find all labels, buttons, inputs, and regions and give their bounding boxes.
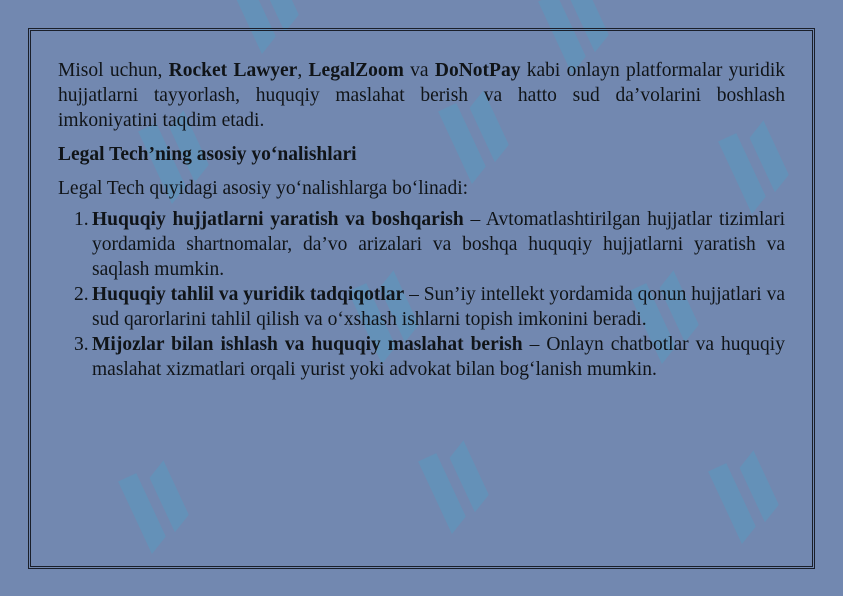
intro-paragraph: Legal Tech quyidagi asosiy yo‘nalishlarga bo‘linadi: xyxy=(58,178,469,199)
list-number: 2. xyxy=(74,284,89,305)
bold-donotpay: DoNotPay xyxy=(434,60,521,81)
bold-legalzoom: LegalZoom xyxy=(308,60,404,81)
list-item-text: – Onlayn chatbotlar va huquqiy maslahat xizmatlari orqali yurist yoki advokat bilan bog‘lanish mumkin. xyxy=(92,334,785,380)
bold-rocket-lawyer: Rocket Lawyer xyxy=(168,60,298,81)
text-span: , xyxy=(297,60,309,81)
list-number: 3. xyxy=(74,334,89,355)
list-item-text: – Avtomatlashtirilgan hujjatlar tizimlari yordamida shartnomalar, da’vo arizalari va boshqa huquqiy hujjatlarni yaratish va saqlash mumkin. xyxy=(92,209,785,280)
document-body xyxy=(58,58,785,382)
section-heading: Legal Tech’ning asosiy yo‘nalishlari xyxy=(58,144,357,165)
text-span: Misol uchun, xyxy=(58,60,169,81)
text-span: va xyxy=(403,60,435,81)
list-item-title: Huquqiy tahlil va yuridik tadqiqotlar xyxy=(92,284,405,305)
list-item-text: – Sun’iy intellekt yordamida qonun hujjatlari va sud qarorlarini tahlil qilish va o‘xshash ishlarni topish imkonini beradi. xyxy=(92,284,785,330)
list-number: 1. xyxy=(74,209,89,230)
list-item xyxy=(58,332,785,382)
paragraph-platforms xyxy=(58,58,785,133)
text-span: kabi onlayn platformalar yuridik hujjatlarni tayyorlash, huquqiy maslahat berish va hatto sud da’volarini boshlash imkoniyatini taqdim etadi. xyxy=(58,60,786,131)
list-item-title: Mijozlar bilan ishlash va huquqiy maslahat berish xyxy=(92,334,523,355)
list-item xyxy=(58,282,785,332)
list-item-title: Huquqiy hujjatlarni yaratish va boshqarish xyxy=(92,209,464,230)
list-item xyxy=(58,207,785,282)
directions-list xyxy=(58,207,785,382)
